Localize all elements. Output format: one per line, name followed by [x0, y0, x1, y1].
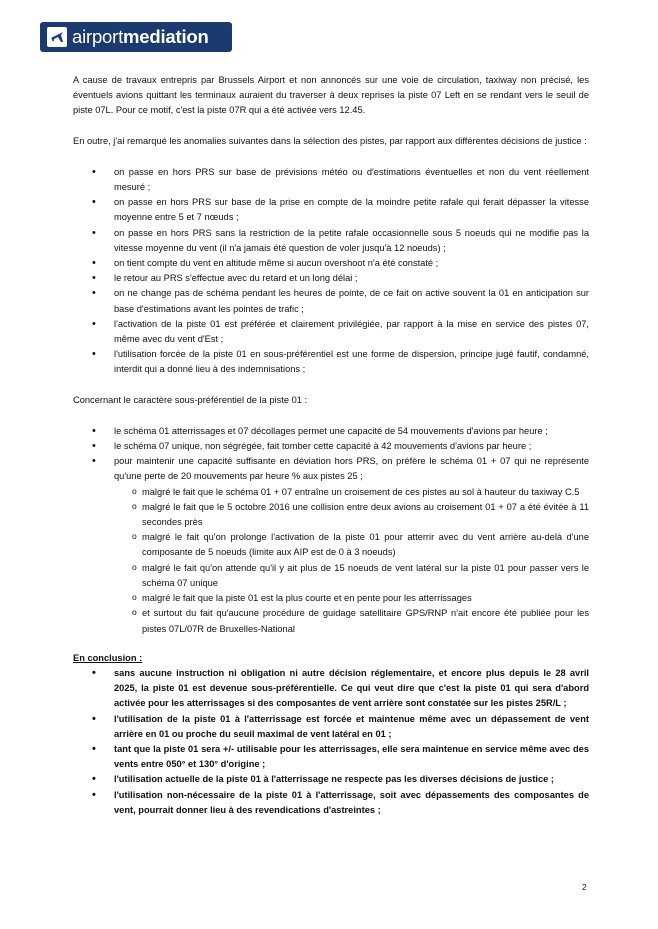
sub-list-item: o et surtout du fait qu'aucune procédure de guidage satellitaire GPS/RNP n'ait encore été publiée pour les pistes 07L/07R de Bruxelles-National: [114, 606, 589, 636]
list-item: • l'utilisation forcée de la piste 01 en sous-préférentiel est une forme de dispersion, principe jugé fautif, condamné, interdit qui a donné lieu à des indemnisations ;: [73, 347, 589, 377]
list-item: • l'activation de la piste 01 est préférée et clairement privilégiée, par rapport à la mise en service des pistes 07, même avec du vent d'Est ;: [73, 317, 589, 347]
list-item: • on passe en hors PRS sur base de prévisions météo ou d'estimations éventuelles et non du vent réellement mesuré ;: [73, 165, 589, 195]
sub-list-item: o malgré le fait qu'on prolonge l'activation de la piste 01 pour atterrir avec du vent arrière au-delà d'une composante de 5 noeuds (limite aux AIP est de 0 à 3 noeuds): [114, 530, 589, 560]
list-item: • le schéma 01 atterrissages et 07 décollages permet une capacité de 54 mouvements d'avions par heure ;: [73, 424, 589, 439]
list-item: • l'utilisation de la piste 01 à l'atterrissage est forcée et maintenue même avec un dépassement de vent arrière en 01 ou proche du seuil maximal de vent latéral en 01 ;: [73, 712, 589, 742]
sub-list-item: o malgré le fait qu'on attende qu'il y ait plus de 15 noeuds de vent latéral sur la piste 01 pour passer vers le schéma 07 unique: [114, 561, 589, 591]
list-item: • l'utilisation actuelle de la piste 01 à l'atterrissage ne respecte pas les diverses décisions de justice ;: [73, 772, 589, 787]
document-body: [73, 73, 589, 818]
section-heading: Concernant le caractère sous-préférentiel de la piste 01 :: [73, 395, 308, 406]
conclusion-heading: En conclusion :: [73, 652, 143, 663]
conclusion-list: [73, 666, 589, 818]
anomalies-list: [73, 165, 589, 378]
sub-list-item: o malgré le fait que le schéma 01 + 07 entraîne un croisement de ces pistes au sol à hauteur du taxiway C.5: [114, 485, 589, 500]
list-item: • sans aucune instruction ni obligation ni autre décision réglementaire, et encore plus depuis le 28 avril 2025, la piste 01 est devenue sous-préférentielle. Ce qui veut dire que c'est la piste 01 qui sera d'abord activée pour les atterrissages si des composantes de vent arrière sont constatée sur les pistes 25R/L ;: [73, 666, 589, 712]
list-item: • on tient compte du vent en altitude même si aucun overshoot n'a été constaté ;: [73, 256, 589, 271]
airplane-icon: [47, 27, 67, 47]
airportmediation-logo: [40, 22, 232, 52]
list-item: • l'utilisation non-nécessaire de la piste 01 à l'atterrissage, soit avec dépassements des composantes de vent, pourrait donner lieu à des revendications d'astreintes ;: [73, 788, 589, 818]
list-item: • le retour au PRS s'effectue avec du retard et un long délai ;: [73, 271, 589, 286]
list-item: • on passe en hors PRS sur base de la prise en compte de la moindre petite rafale qui ferait dépasser la vitesse moyenne entre 5 et 7 nœuds ;: [73, 195, 589, 225]
sub-list-item: o malgré le fait que la piste 01 est la plus courte et en pente pour les atterrissages: [114, 591, 589, 606]
capacity-sublist: [114, 485, 589, 637]
page-number: 2: [582, 882, 587, 892]
list-item: • le schéma 07 unique, non ségrégée, fait tomber cette capacité à 42 mouvements d'avions par heure ;: [73, 439, 589, 454]
anomalies-intro: En outre, j'ai remarqué les anomalies suivantes dans la sélection des pistes, par rapport aux différentes décisions de justice :: [73, 136, 587, 147]
intro-paragraph: A cause de travaux entrepris par Brussels Airport et non annoncés sur une voie de circulation, taxiway non précisé, les éventuels avions quittant les terminaux auraient du traverser à deux reprises la piste 07 Left en se rendant vers le seuil de piste 07L. Pour ce motif, c'est la piste 07R qui a été activée vers 12.45.: [73, 75, 589, 116]
list-item: • on ne change pas de schéma pendant les heures de pointe, de ce fait on active souvent la 01 en anticipation sur base d'estimations avant les pointes de trafic ;: [73, 286, 589, 316]
capacity-list: [73, 424, 589, 485]
sub-list-item: o malgré le fait que le 5 octobre 2016 une collision entre deux avions au croisement 01 + 07 a été évitée à 11 secondes près: [114, 500, 589, 530]
list-item: • tant que la piste 01 sera +/- utilisable pour les atterrissages, elle sera maintenue en service même avec des vents entre 050° et 130° d'origine ;: [73, 742, 589, 772]
list-item: • on passe en hors PRS sans la restriction de la petite rafale occasionnelle sous 5 noeuds qui ne modifie pas la vitesse moyenne du vent (il n'a jamais été question de voler jusqu'à 12 noeuds) ;: [73, 226, 589, 256]
list-item: • pour maintenir une capacité suffisante en déviation hors PRS, on préfère le schéma 01 + 07 qui ne représente qu'une perte de 20 mouvements par heure % aux pistes 25 ;: [73, 454, 589, 484]
logo-wordmark: airportmediation: [72, 26, 209, 47]
